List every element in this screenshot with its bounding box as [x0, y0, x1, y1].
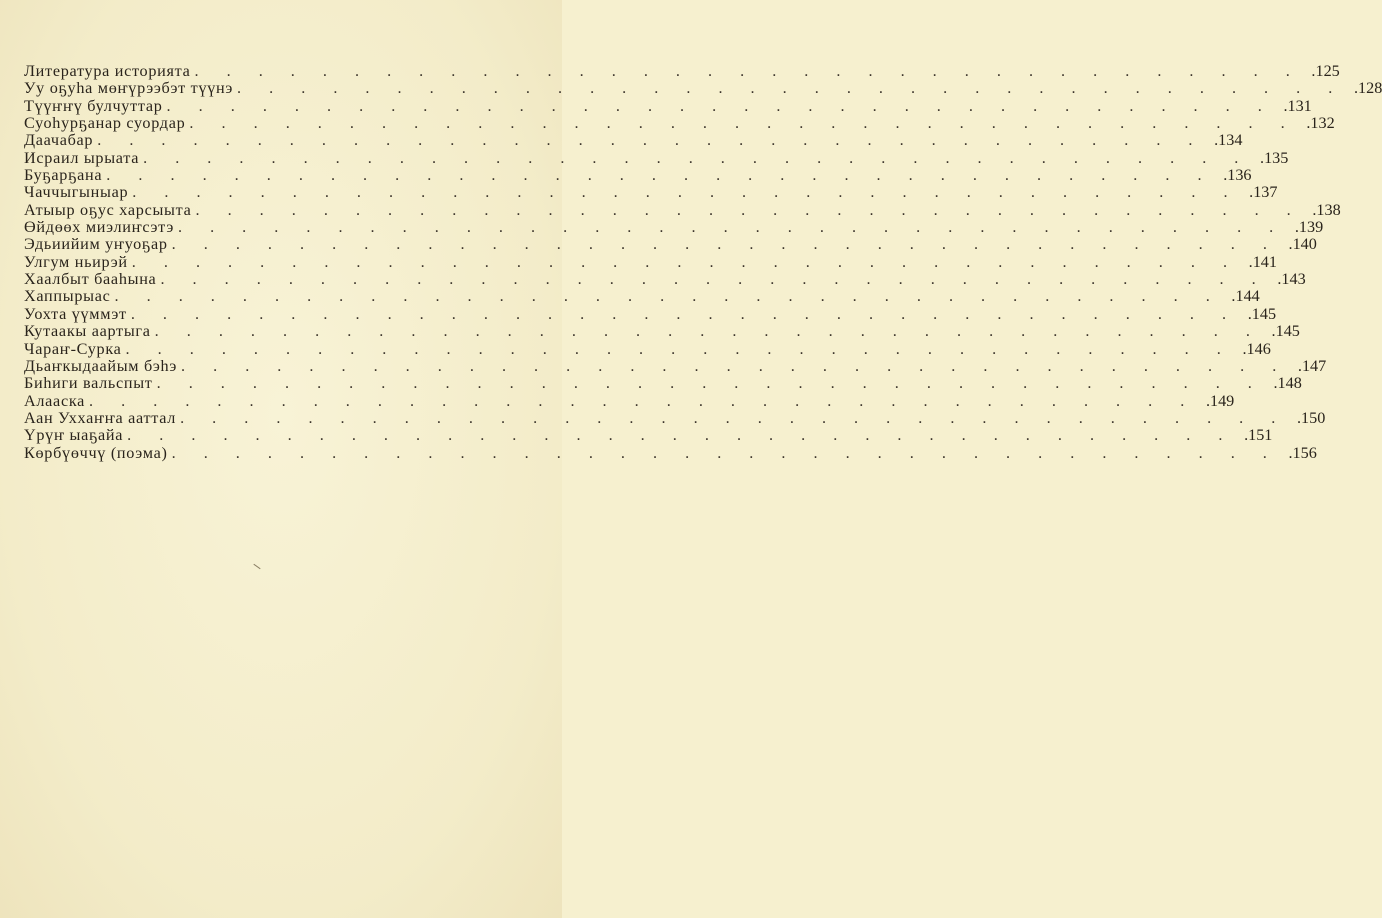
toc-entry	[24, 131, 1243, 150]
toc-dot-leader: . . . . . . . . . . . . . . . . . . . . . . . . . . . . . . . . . . .	[130, 304, 1239, 323]
toc-entry-page: .144	[1231, 287, 1260, 306]
toc-dot-leader: . . . . . . . . . . . . . . . . . . . . . . . . . . . . . . . . . . .	[156, 374, 1264, 393]
toc-entry-page: .131	[1283, 96, 1312, 115]
toc-entry-title: Уохта үүммэт	[24, 304, 127, 323]
toc-entry-title: Чараҥ-Сурка	[24, 339, 122, 358]
toc-entry-title: Хаппырыас	[24, 287, 111, 306]
toc-entry-title: Исраил ырыата	[24, 148, 140, 167]
toc-dot-leader: . . . . . . . . . . . . . . . . . . . . . . . . . . . . . . . . . . .	[189, 114, 1297, 133]
toc-dot-leader: . . . . . . . . . . . . . . . . . . . . . . . . . . . . . . . . . . .	[125, 339, 1233, 358]
toc-entry	[24, 356, 1327, 375]
toc-dot-leader: . . . . . . . . . . . . . . . . . . . . . . . . . . . . . . . . . . .	[171, 443, 1279, 462]
toc-dot-leader: . . . . . . . . . . . . . . . . . . . . . . . . . . . . . . . . . . .	[143, 148, 1251, 167]
toc-entry	[24, 391, 1235, 410]
toc-entry	[24, 166, 1252, 185]
toc-entry	[24, 426, 1273, 445]
toc-entry	[24, 270, 1306, 289]
toc-entry-title: Буҕарҕана	[24, 166, 103, 185]
toc-dot-leader: . . . . . . . . . . . . . . . . . . . . . . . . . . . . . . . . . . .	[131, 252, 1239, 271]
toc-entry-page: .137	[1249, 183, 1278, 202]
toc-entry	[24, 287, 1260, 306]
toc-entry-title: Кутаакы аартыга	[24, 322, 151, 341]
toc-entry-page: .139	[1294, 218, 1324, 237]
toc-dot-leader: . . . . . . . . . . . . . . . . . . . . . . . . . . . . . . . . . . .	[97, 131, 1205, 150]
toc-dot-leader: . . . . . . . . . . . . . . . . . . . . . . . . . . . . . . . . . . .	[177, 218, 1286, 237]
toc-entry-title: Уу оҕуһа мөҥүрээбэт түүнэ	[24, 79, 234, 98]
toc-entry-title: Дьаҥкыдаайым бэһэ	[24, 356, 177, 375]
toc-entry-page: .125	[1311, 62, 1340, 80]
toc-entry-title: Суоһурҕанар суордар	[24, 114, 186, 133]
toc-dot-leader: . . . . . . . . . . . . . . . . . . . . . . . . . . . . . . . . . . .	[237, 79, 1345, 98]
toc-entry-title: Өйдөөх миэлиҥсэтэ	[24, 218, 174, 237]
toc-dot-leader: . . . . . . . . . . . . . . . . . . . . . . . . . . . . . . . . . . .	[171, 235, 1279, 254]
toc-dot-leader: . . . . . . . . . . . . . . . . . . . . . . . . . . . . . . . . . . .	[132, 183, 1240, 202]
toc-entry	[24, 322, 1300, 341]
toc-dot-leader: . . . . . . . . . . . . . . . . . . . . . . . . . . . . . . . . . . .	[106, 166, 1214, 185]
toc-dot-leader: . . . . . . . . . . . . . . . . . . . . . . . . . . . . . . . . . . .	[114, 287, 1222, 306]
toc-entry	[24, 235, 1317, 254]
toc-entry-title: Биһиги вальспыт	[24, 374, 153, 393]
toc-entry-title: Улгум ньирэй	[24, 252, 128, 271]
toc-entry-title: Түүҥҥү булчуттар	[24, 96, 163, 115]
toc-entry	[24, 304, 1277, 323]
toc-entry	[24, 148, 1289, 167]
toc-entry-page: .136	[1223, 166, 1252, 185]
toc-entry	[24, 408, 1326, 427]
toc-entry	[24, 183, 1278, 202]
toc-entry	[24, 62, 1340, 80]
toc-entry	[24, 79, 1382, 98]
toc-entry	[24, 252, 1277, 271]
toc-entry-title: Үрүҥ ыаҕайа	[24, 426, 124, 445]
toc-entry-title: Атыыр оҕус харсыыта	[24, 200, 192, 219]
toc-entry-page: .143	[1277, 270, 1306, 289]
toc-dot-leader: . . . . . . . . . . . . . . . . . . . . . . . . . . . . . . . . . . .	[181, 356, 1289, 375]
print-speck	[253, 564, 260, 569]
toc-dot-leader: . . . . . . . . . . . . . . . . . . . . . . . . . . . . . . . . . . .	[166, 96, 1274, 115]
toc-entry-title: Литература историята	[24, 62, 191, 80]
toc-entry-page: .138	[1312, 200, 1341, 219]
toc-entry	[24, 200, 1341, 219]
toc-entry-page: .128	[1353, 79, 1382, 98]
toc-entry-page: .151	[1244, 426, 1273, 445]
toc-entry	[24, 443, 1317, 462]
toc-entry-page: .134	[1214, 131, 1243, 150]
toc-dot-leader: . . . . . . . . . . . . . . . . . . . . . . . . . . . . . . . . . . .	[89, 391, 1197, 410]
toc-entry-title: Аан Уххаҥҥа ааттал	[24, 408, 177, 427]
toc-entry-page: .150	[1296, 408, 1326, 427]
toc-dot-leader: . . . . . . . . . . . . . . . . . . . . . . . . . . . . . . . . . . .	[160, 270, 1268, 289]
toc-entry-page: .147	[1297, 356, 1327, 375]
toc-dot-leader: . . . . . . . . . . . . . . . . . . . . . . . . . . . . . . . . . . .	[154, 322, 1262, 341]
toc-entry-title: Чаччыгыныар	[24, 183, 129, 202]
toc-entry-page: .148	[1273, 374, 1302, 393]
toc-entry-page: .149	[1205, 391, 1235, 410]
toc-entry-page: .141	[1248, 252, 1277, 271]
toc-entry-page: .146	[1242, 339, 1271, 358]
toc-entry-page: .132	[1306, 114, 1335, 133]
toc-entry-title: Хаалбыт бааһына	[24, 270, 157, 289]
toc-dot-leader: . . . . . . . . . . . . . . . . . . . . . . . . . . . . . . . . . . .	[195, 200, 1303, 219]
toc-entry-page: .135	[1260, 148, 1289, 167]
toc-entry	[24, 374, 1302, 393]
toc-entry	[24, 114, 1335, 133]
toc-entry-page: .145	[1271, 322, 1300, 341]
toc-entry-title: Алааска	[24, 391, 86, 410]
toc-entry-page: .145	[1247, 304, 1277, 323]
toc-dot-leader: . . . . . . . . . . . . . . . . . . . . . . . . . . . . . . . . . . .	[194, 62, 1302, 80]
toc-entry-title: Эдьиийим уҥуоҕар	[24, 235, 168, 254]
table-of-contents	[24, 62, 1382, 462]
toc-entry-page: .140	[1288, 235, 1317, 254]
toc-entry	[24, 96, 1312, 115]
toc-dot-leader: . . . . . . . . . . . . . . . . . . . . . . . . . . . . . . . . . . .	[127, 426, 1235, 445]
toc-entry	[24, 339, 1271, 358]
toc-entry-page: .156	[1288, 443, 1317, 462]
toc-entry	[24, 218, 1324, 237]
toc-entry-title: Даачабар	[24, 131, 94, 150]
toc-entry-title: Көрбүөччү (поэма)	[24, 443, 168, 462]
toc-dot-leader: . . . . . . . . . . . . . . . . . . . . . . . . . . . . . . . . . . .	[180, 408, 1288, 427]
